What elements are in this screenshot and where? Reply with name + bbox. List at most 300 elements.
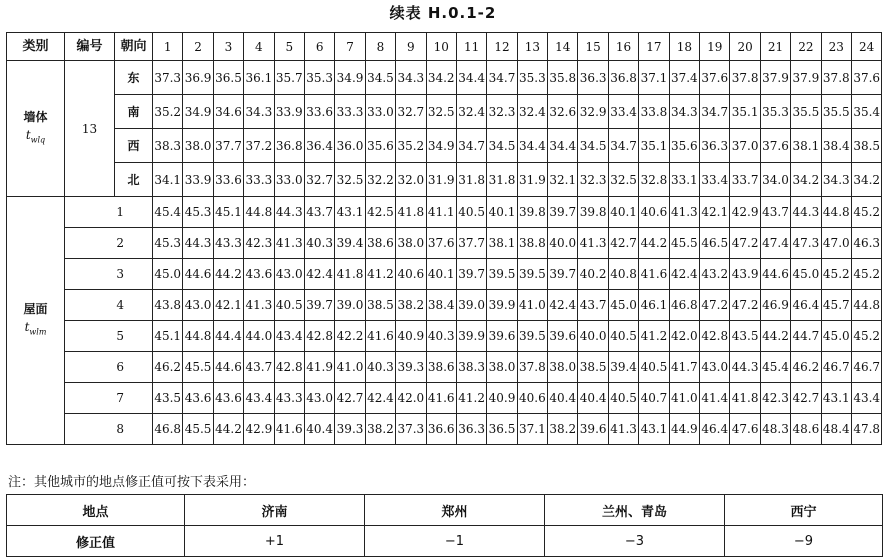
value-cell: 41.3 <box>244 290 274 321</box>
symbol-letter: t <box>25 127 31 142</box>
note-text: 注：其他城市的地点修正值可按下表采用： <box>8 475 256 490</box>
value-cell: 40.4 <box>578 383 608 414</box>
value-cell: 32.5 <box>335 163 365 197</box>
value-cell: 32.2 <box>365 163 395 197</box>
value-cell: 45.2 <box>851 259 881 290</box>
value-cell: 42.0 <box>669 321 699 352</box>
value-cell: 42.3 <box>244 228 274 259</box>
value-cell: 44.4 <box>213 321 243 352</box>
roof-code: 7 <box>65 383 153 414</box>
value-cell: 42.4 <box>365 383 395 414</box>
value-cell: 36.3 <box>456 414 486 445</box>
header-hour: 7 <box>335 33 365 61</box>
orientation-cell: 南 <box>115 95 153 129</box>
value-cell: 44.8 <box>183 321 213 352</box>
value-cell: 36.3 <box>700 129 730 163</box>
value-cell: 42.8 <box>274 352 304 383</box>
value-cell: 37.6 <box>851 61 881 95</box>
value-cell: 39.7 <box>456 259 486 290</box>
value-cell: 41.0 <box>517 290 547 321</box>
value-cell: 34.3 <box>244 95 274 129</box>
roof-code: 4 <box>65 290 153 321</box>
value-cell: 45.1 <box>153 321 183 352</box>
value-cell: 39.7 <box>304 290 334 321</box>
value-cell: 34.3 <box>821 163 851 197</box>
value-cell: 43.0 <box>274 259 304 290</box>
value-cell: 44.0 <box>244 321 274 352</box>
header-hour: 12 <box>487 33 517 61</box>
value-cell: 40.6 <box>639 197 669 228</box>
value-cell: 32.1 <box>548 163 578 197</box>
value-cell: 35.1 <box>639 129 669 163</box>
value-cell: 39.9 <box>456 321 486 352</box>
value-cell: 34.4 <box>517 129 547 163</box>
value-cell: 34.5 <box>578 129 608 163</box>
value-cell: 43.1 <box>639 414 669 445</box>
value-cell: 44.2 <box>760 321 790 352</box>
value-cell: 36.8 <box>608 61 638 95</box>
value-cell: 44.8 <box>244 197 274 228</box>
value-cell: 33.6 <box>304 95 334 129</box>
value-cell: 41.8 <box>335 259 365 290</box>
value-cell: 41.6 <box>639 259 669 290</box>
orientation-cell: 东 <box>115 61 153 95</box>
value-cell: 39.8 <box>517 197 547 228</box>
value-cell: 34.4 <box>456 61 486 95</box>
correction-city: 济南 <box>185 495 365 526</box>
value-cell: 42.7 <box>608 228 638 259</box>
value-cell: 47.6 <box>730 414 760 445</box>
value-cell: 40.2 <box>578 259 608 290</box>
value-cell: 43.6 <box>213 383 243 414</box>
header-hour: 6 <box>304 33 334 61</box>
value-cell: 43.4 <box>274 321 304 352</box>
value-cell: 35.8 <box>548 61 578 95</box>
value-cell: 37.0 <box>730 129 760 163</box>
value-cell: 44.2 <box>213 414 243 445</box>
value-cell: 38.5 <box>578 352 608 383</box>
table-row <box>7 321 882 352</box>
header-orientation: 朝向 <box>115 33 153 61</box>
value-cell: 32.5 <box>426 95 456 129</box>
value-cell: 33.6 <box>213 163 243 197</box>
value-cell: 38.3 <box>153 129 183 163</box>
value-cell: 47.8 <box>851 414 881 445</box>
value-cell: 34.5 <box>487 129 517 163</box>
value-cell: 41.6 <box>426 383 456 414</box>
value-cell: 44.7 <box>791 321 821 352</box>
value-cell: 38.0 <box>548 352 578 383</box>
value-cell: 38.2 <box>396 290 426 321</box>
value-cell: 44.9 <box>669 414 699 445</box>
value-cell: 35.1 <box>730 95 760 129</box>
value-cell: 44.6 <box>760 259 790 290</box>
value-cell: 35.5 <box>791 95 821 129</box>
value-cell: 32.3 <box>578 163 608 197</box>
value-cell: 47.2 <box>730 290 760 321</box>
value-cell: 42.9 <box>244 414 274 445</box>
value-cell: 45.5 <box>183 352 213 383</box>
value-cell: 43.4 <box>851 383 881 414</box>
header-number: 编号 <box>65 33 115 61</box>
value-cell: 33.4 <box>608 95 638 129</box>
category-wall <box>7 61 65 197</box>
value-cell: 42.9 <box>730 197 760 228</box>
roof-code: 8 <box>65 414 153 445</box>
value-cell: 37.1 <box>517 414 547 445</box>
header-hour: 1 <box>153 33 183 61</box>
value-cell: 43.2 <box>700 259 730 290</box>
value-cell: 41.1 <box>426 197 456 228</box>
correction-value: +1 <box>185 526 365 557</box>
value-cell: 45.5 <box>183 414 213 445</box>
value-cell: 35.6 <box>365 129 395 163</box>
value-cell: 38.6 <box>365 228 395 259</box>
value-cell: 40.5 <box>608 321 638 352</box>
value-cell: 38.0 <box>183 129 213 163</box>
value-cell: 36.5 <box>213 61 243 95</box>
value-cell: 43.0 <box>700 352 730 383</box>
value-cell: 42.4 <box>304 259 334 290</box>
value-cell: 32.4 <box>517 95 547 129</box>
value-cell: 33.8 <box>639 95 669 129</box>
value-cell: 45.0 <box>608 290 638 321</box>
value-cell: 44.8 <box>821 197 851 228</box>
value-cell: 46.2 <box>153 352 183 383</box>
value-cell: 46.8 <box>153 414 183 445</box>
value-cell: 39.5 <box>517 321 547 352</box>
value-cell: 41.8 <box>730 383 760 414</box>
value-cell: 46.9 <box>760 290 790 321</box>
value-cell: 47.2 <box>730 228 760 259</box>
value-cell: 46.4 <box>700 414 730 445</box>
orientation-cell: 西 <box>115 129 153 163</box>
value-cell: 42.3 <box>760 383 790 414</box>
value-cell: 41.7 <box>669 352 699 383</box>
value-cell: 40.3 <box>426 321 456 352</box>
value-cell: 32.7 <box>304 163 334 197</box>
value-cell: 39.9 <box>487 290 517 321</box>
value-cell: 32.0 <box>396 163 426 197</box>
value-cell: 42.1 <box>213 290 243 321</box>
value-cell: 31.8 <box>456 163 486 197</box>
value-cell: 37.6 <box>760 129 790 163</box>
table-row <box>7 61 882 95</box>
value-cell: 37.7 <box>213 129 243 163</box>
value-cell: 38.0 <box>396 228 426 259</box>
correction-value: −1 <box>365 526 545 557</box>
value-cell: 43.3 <box>274 383 304 414</box>
value-cell: 34.3 <box>669 95 699 129</box>
correction-value-label: 修正值 <box>7 526 185 557</box>
value-cell: 34.2 <box>426 61 456 95</box>
value-cell: 42.5 <box>365 197 395 228</box>
header-hour: 15 <box>578 33 608 61</box>
value-cell: 40.4 <box>548 383 578 414</box>
value-cell: 48.3 <box>760 414 790 445</box>
value-cell: 33.0 <box>365 95 395 129</box>
value-cell: 39.4 <box>335 228 365 259</box>
value-cell: 43.7 <box>578 290 608 321</box>
roof-code: 1 <box>65 197 153 228</box>
value-cell: 38.1 <box>487 228 517 259</box>
value-cell: 34.7 <box>487 61 517 95</box>
value-cell: 34.6 <box>213 95 243 129</box>
value-cell: 33.4 <box>700 163 730 197</box>
value-cell: 36.5 <box>487 414 517 445</box>
value-cell: 46.7 <box>821 352 851 383</box>
value-cell: 36.4 <box>304 129 334 163</box>
value-cell: 43.3 <box>213 228 243 259</box>
value-cell: 33.9 <box>274 95 304 129</box>
value-cell: 37.7 <box>456 228 486 259</box>
value-cell: 42.1 <box>700 197 730 228</box>
value-cell: 42.8 <box>304 321 334 352</box>
value-cell: 38.4 <box>821 129 851 163</box>
roof-code: 5 <box>65 321 153 352</box>
header-hour: 19 <box>700 33 730 61</box>
value-cell: 33.0 <box>274 163 304 197</box>
value-cell: 43.7 <box>244 352 274 383</box>
value-cell: 34.2 <box>791 163 821 197</box>
value-cell: 38.4 <box>426 290 456 321</box>
value-cell: 39.4 <box>608 352 638 383</box>
header-hour: 13 <box>517 33 547 61</box>
value-cell: 36.3 <box>578 61 608 95</box>
value-cell: 41.2 <box>365 259 395 290</box>
value-cell: 47.2 <box>700 290 730 321</box>
value-cell: 43.7 <box>304 197 334 228</box>
value-cell: 33.1 <box>669 163 699 197</box>
value-cell: 43.0 <box>183 290 213 321</box>
value-cell: 41.3 <box>578 228 608 259</box>
correction-value: −3 <box>545 526 725 557</box>
header-hour: 17 <box>639 33 669 61</box>
value-cell: 45.7 <box>821 290 851 321</box>
value-cell: 32.8 <box>639 163 669 197</box>
value-cell: 45.3 <box>183 197 213 228</box>
value-cell: 41.9 <box>304 352 334 383</box>
value-cell: 46.8 <box>669 290 699 321</box>
value-cell: 43.1 <box>335 197 365 228</box>
value-cell: 41.3 <box>608 414 638 445</box>
value-cell: 34.7 <box>700 95 730 129</box>
value-cell: 40.6 <box>396 259 426 290</box>
value-cell: 45.4 <box>760 352 790 383</box>
value-cell: 43.6 <box>183 383 213 414</box>
value-cell: 41.3 <box>274 228 304 259</box>
orientation-cell: 北 <box>115 163 153 197</box>
value-cell: 37.8 <box>821 61 851 95</box>
value-cell: 48.4 <box>821 414 851 445</box>
value-cell: 38.2 <box>365 414 395 445</box>
header-hour: 3 <box>213 33 243 61</box>
correction-place-row <box>7 495 883 526</box>
correction-city: 兰州、青岛 <box>545 495 725 526</box>
value-cell: 37.9 <box>791 61 821 95</box>
header-hour: 22 <box>791 33 821 61</box>
value-cell: 38.8 <box>517 228 547 259</box>
value-cell: 46.2 <box>791 352 821 383</box>
value-cell: 47.0 <box>821 228 851 259</box>
roof-code: 6 <box>65 352 153 383</box>
value-cell: 33.9 <box>183 163 213 197</box>
value-cell: 44.2 <box>639 228 669 259</box>
value-cell: 35.3 <box>760 95 790 129</box>
correction-city: 郑州 <box>365 495 545 526</box>
value-cell: 44.3 <box>274 197 304 228</box>
table-row <box>7 163 882 197</box>
value-cell: 42.4 <box>669 259 699 290</box>
value-cell: 45.2 <box>851 321 881 352</box>
header-hour: 5 <box>274 33 304 61</box>
value-cell: 44.6 <box>183 259 213 290</box>
header-hour: 11 <box>456 33 486 61</box>
value-cell: 39.0 <box>335 290 365 321</box>
value-cell: 35.2 <box>396 129 426 163</box>
value-cell: 40.1 <box>487 197 517 228</box>
header-hour: 10 <box>426 33 456 61</box>
table-row <box>7 228 882 259</box>
value-cell: 37.8 <box>730 61 760 95</box>
header-hour: 14 <box>548 33 578 61</box>
value-cell: 43.9 <box>730 259 760 290</box>
value-cell: 41.8 <box>396 197 426 228</box>
header-hour: 9 <box>396 33 426 61</box>
value-cell: 37.2 <box>244 129 274 163</box>
value-cell: 34.0 <box>760 163 790 197</box>
value-cell: 46.5 <box>700 228 730 259</box>
value-cell: 45.5 <box>669 228 699 259</box>
value-cell: 46.3 <box>851 228 881 259</box>
value-cell: 41.6 <box>274 414 304 445</box>
value-cell: 37.3 <box>396 414 426 445</box>
value-cell: 39.6 <box>548 321 578 352</box>
value-cell: 36.8 <box>274 129 304 163</box>
value-cell: 39.0 <box>456 290 486 321</box>
value-cell: 43.0 <box>304 383 334 414</box>
value-cell: 35.4 <box>851 95 881 129</box>
value-cell: 33.3 <box>335 95 365 129</box>
value-cell: 48.6 <box>791 414 821 445</box>
value-cell: 37.8 <box>517 352 547 383</box>
value-cell: 40.1 <box>426 259 456 290</box>
temperature-table <box>6 32 882 445</box>
value-cell: 42.4 <box>548 290 578 321</box>
value-cell: 41.6 <box>365 321 395 352</box>
value-cell: 34.1 <box>153 163 183 197</box>
header-hour: 20 <box>730 33 760 61</box>
value-cell: 40.5 <box>456 197 486 228</box>
header-hour: 2 <box>183 33 213 61</box>
value-cell: 43.1 <box>821 383 851 414</box>
value-cell: 32.7 <box>396 95 426 129</box>
value-cell: 43.4 <box>244 383 274 414</box>
value-cell: 42.2 <box>335 321 365 352</box>
value-cell: 42.0 <box>396 383 426 414</box>
value-cell: 39.6 <box>487 321 517 352</box>
value-cell: 44.2 <box>213 259 243 290</box>
header-hour: 16 <box>608 33 638 61</box>
value-cell: 43.6 <box>244 259 274 290</box>
value-cell: 47.4 <box>760 228 790 259</box>
value-cell: 32.9 <box>578 95 608 129</box>
correction-value: −9 <box>725 526 883 557</box>
value-cell: 38.3 <box>456 352 486 383</box>
value-cell: 34.4 <box>548 129 578 163</box>
value-cell: 34.9 <box>335 61 365 95</box>
header-hour: 8 <box>365 33 395 61</box>
table-row <box>7 197 882 228</box>
value-cell: 43.5 <box>153 383 183 414</box>
value-cell: 38.1 <box>791 129 821 163</box>
value-cell: 36.1 <box>244 61 274 95</box>
correction-city: 西宁 <box>725 495 883 526</box>
value-cell: 47.3 <box>791 228 821 259</box>
value-cell: 36.9 <box>183 61 213 95</box>
value-cell: 36.0 <box>335 129 365 163</box>
roof-code: 2 <box>65 228 153 259</box>
value-cell: 40.3 <box>304 228 334 259</box>
value-cell: 40.6 <box>517 383 547 414</box>
value-cell: 46.7 <box>851 352 881 383</box>
value-cell: 45.1 <box>213 197 243 228</box>
value-cell: 43.5 <box>730 321 760 352</box>
value-cell: 31.9 <box>517 163 547 197</box>
symbol-subscript: wlm <box>29 327 47 337</box>
value-cell: 34.5 <box>365 61 395 95</box>
header-category: 类别 <box>7 33 65 61</box>
value-cell: 34.9 <box>426 129 456 163</box>
value-cell: 42.7 <box>335 383 365 414</box>
value-cell: 39.7 <box>548 197 578 228</box>
value-cell: 39.3 <box>335 414 365 445</box>
correction-value-row <box>7 526 883 557</box>
value-cell: 40.9 <box>487 383 517 414</box>
value-cell: 41.0 <box>335 352 365 383</box>
value-cell: 40.7 <box>639 383 669 414</box>
correction-table <box>6 494 883 557</box>
value-cell: 33.3 <box>244 163 274 197</box>
value-cell: 38.5 <box>851 129 881 163</box>
value-cell: 35.5 <box>821 95 851 129</box>
roof-code: 3 <box>65 259 153 290</box>
value-cell: 39.3 <box>396 352 426 383</box>
value-cell: 44.3 <box>183 228 213 259</box>
value-cell: 36.6 <box>426 414 456 445</box>
value-cell: 34.3 <box>396 61 426 95</box>
value-cell: 37.9 <box>760 61 790 95</box>
value-cell: 46.1 <box>639 290 669 321</box>
value-cell: 40.8 <box>608 259 638 290</box>
correction-place-label: 地点 <box>7 495 185 526</box>
value-cell: 40.5 <box>608 383 638 414</box>
table-row <box>7 129 882 163</box>
value-cell: 32.6 <box>548 95 578 129</box>
value-cell: 35.3 <box>304 61 334 95</box>
table-row <box>7 259 882 290</box>
table-row <box>7 414 882 445</box>
value-cell: 37.1 <box>639 61 669 95</box>
value-cell: 34.7 <box>608 129 638 163</box>
value-cell: 38.5 <box>365 290 395 321</box>
symbol-letter: t <box>24 319 30 334</box>
value-cell: 40.9 <box>396 321 426 352</box>
value-cell: 42.7 <box>791 383 821 414</box>
value-cell: 41.4 <box>700 383 730 414</box>
header-hour: 21 <box>760 33 790 61</box>
value-cell: 38.6 <box>426 352 456 383</box>
